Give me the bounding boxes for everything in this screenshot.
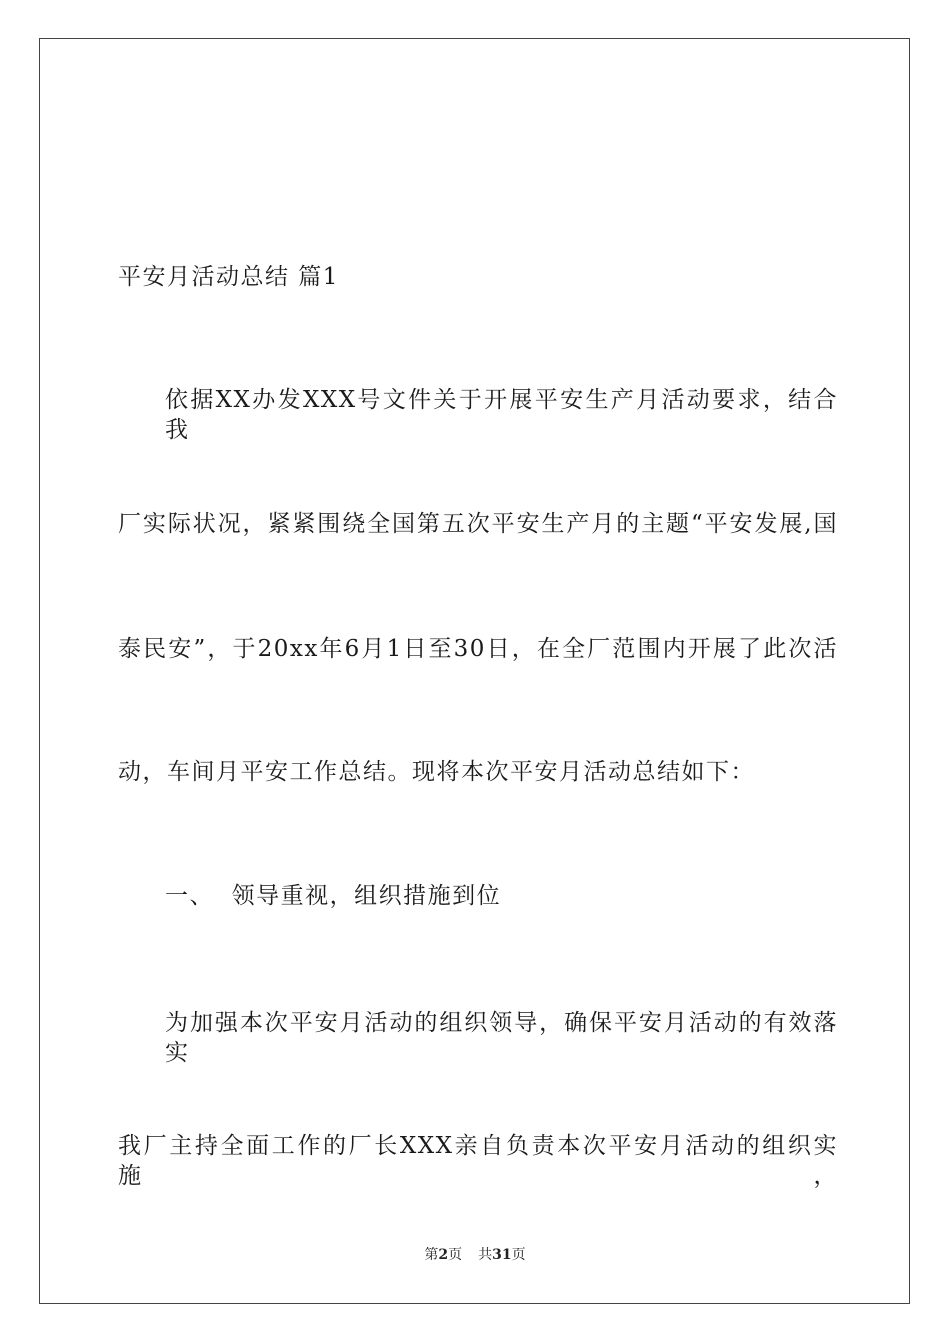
footer-prefix: 第: [424, 1247, 439, 1263]
paragraph-2-line-1: 为加强本次平安月活动的组织领导，确保平安月活动的有效落实: [165, 1010, 838, 1066]
document-title: 平安月活动总结 篇1: [118, 264, 339, 290]
page-frame: [39, 38, 910, 1304]
paragraph-1-line-3: 泰民安”，于20xx年6月1日至30日，在全厂范围内开展了此次活: [118, 636, 838, 662]
footer-current-page: 2: [438, 1247, 449, 1263]
paragraph-1-line-4: 动，车间月平安工作总结。现将本次平安月活动总结如下：: [118, 759, 755, 785]
footer-page-suffix: 页: [448, 1247, 463, 1263]
page-footer: [0, 1246, 950, 1264]
footer-total-pages: 31: [492, 1247, 512, 1263]
footer-total-prefix: 共: [478, 1247, 493, 1263]
paragraph-1-line-1: 依据XX办发XXX号文件关于开展平安生产月活动要求，结合我: [165, 387, 838, 443]
footer-total-suffix: 页: [511, 1247, 526, 1263]
section-1-heading: 一、 领导重视，组织措施到位: [165, 883, 502, 909]
paragraph-1-line-2: 厂实际状况，紧紧围绕全国第五次平安生产月的主题“平安发展,国: [118, 511, 838, 537]
paragraph-2-line-2: 我厂主持全面工作的厂长XXX亲自负责本次平安月活动的组织实施，: [118, 1133, 838, 1189]
